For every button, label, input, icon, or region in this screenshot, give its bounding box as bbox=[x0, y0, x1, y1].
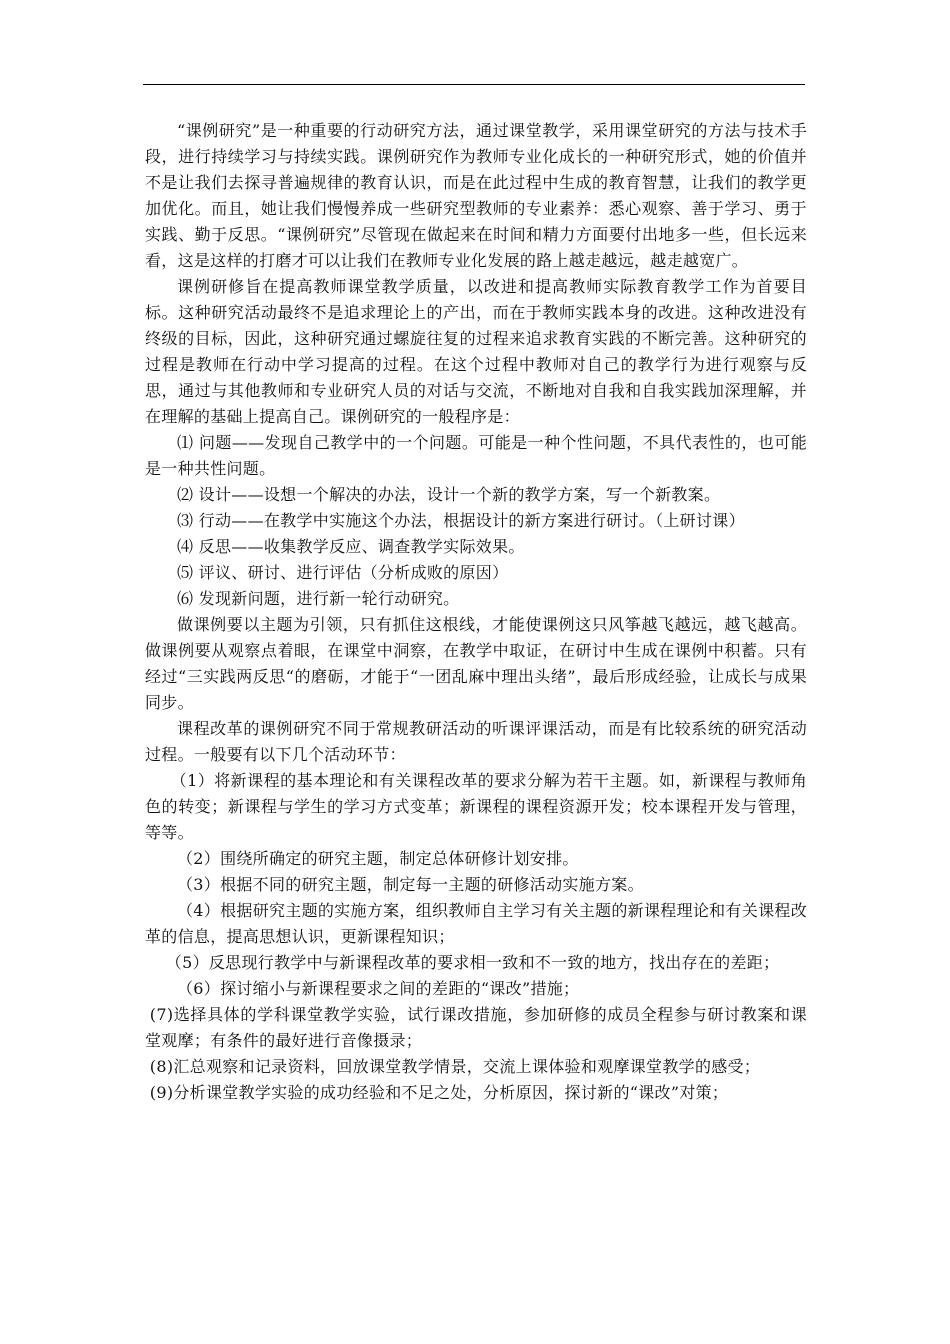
activity-step-8: (8)汇总观察和记录资料，回放课堂教学情景，交流上课体验和观摩课堂教学的感受； bbox=[149, 1057, 761, 1076]
activity-step-6: （6）探讨缩小与新课程要求之间的差距的“课改”措施； bbox=[177, 979, 580, 998]
paragraph-curriculum-reform: 课程改革的课例研究不同于常规教研活动的听课评课活动，而是有比较系统的研究活动过程。一般要有以下几个活动环节： bbox=[145, 719, 807, 764]
procedure-step-6: ⑹ 发现新问题，进行新一轮行动研究。 bbox=[177, 589, 460, 608]
header-rule bbox=[143, 84, 805, 85]
activity-step-2: （2）围绕所确定的研究主题，制定总体研修计划安排。 bbox=[177, 849, 579, 868]
procedure-step-5: ⑸ 评议、研讨、进行评估（分析成败的原因） bbox=[177, 563, 509, 582]
procedure-step-1: ⑴ 问题——发现自己教学中的一个问题。可能是一种个性问题，不具代表性的，也可能是一种共性问题。 bbox=[145, 433, 807, 478]
procedure-step-2: ⑵ 设计——设想一个解决的办法，设计一个新的教学方案，写一个新教案。 bbox=[177, 485, 721, 504]
activity-step-3: （3）根据不同的研究主题，制定每一主题的研修活动实施方案。 bbox=[177, 875, 644, 894]
paragraph-theme: 做课例要以主题为引领，只有抓住这根线，才能使课例这只风筝越飞越远，越飞越高。做课例要从观察点着眼，在课堂中洞察，在教学中取证，在研讨中生成在课例中积蓄。只有经过“三实践两反思“的磨砺，才能于“一团乱麻中理出头绪”，最后形成经验，让成长与成果同步。 bbox=[145, 615, 807, 712]
activity-step-5: （5）反思现行教学中与新课程改革的要求相一致和不一致的地方，找出存在的差距； bbox=[165, 953, 780, 972]
procedure-step-4: ⑷ 反思——收集教学反应、调查教学实际效果。 bbox=[177, 537, 525, 556]
document-body bbox=[145, 118, 807, 1106]
paragraph-purpose: 课例研修旨在提高教师课堂教学质量，以改进和提高教师实际教育教学工作为首要目标。这种研究活动最终不是追求理论上的产出，而在于教师实践本身的改进。这种改进没有终级的目标，因此，这种研究通过螺旋往复的过程来追求教育实践的不断完善。这种研究的过程是教师在行动中学习提高的过程。在这个过程中教师对自己的教学行为进行观察与反思，通过与其他教师和专业研究人员的对话与交流，不断地对自我和自我实践加深理解，并在理解的基础上提高自己。课例研究的一般程序是： bbox=[145, 277, 807, 426]
activity-step-4: （4）根据研究主题的实施方案，组织教师自主学习有关主题的新课程理论和有关课程改革的信息，提高思想认识，更新课程知识； bbox=[145, 901, 807, 946]
procedure-step-3: ⑶ 行动——在教学中实施这个办法，根据设计的新方案进行研讨。（上研讨课） bbox=[177, 511, 745, 530]
activity-step-9: (9)分析课堂教学实验的成功经验和不足之处，分析原因，探讨新的“课改”对策； bbox=[149, 1083, 729, 1102]
activity-step-1: （1）将新课程的基本理论和有关课程改革的要求分解为若干主题。如，新课程与教师角色的转变；新课程与学生的学习方式变革；新课程的课程资源开发；校本课程开发与管理，等等。 bbox=[145, 771, 807, 842]
activity-step-7: (7)选择具体的学科课堂教学实验，试行课改措施，参加研修的成员全程参与研讨教案和课堂观摩；有条件的最好进行音像摄录； bbox=[145, 1005, 807, 1050]
paragraph-intro: “课例研究”是一种重要的行动研究方法，通过课堂教学，采用课堂研究的方法与技术手段，进行持续学习与持续实践。课例研究作为教师专业化成长的一种研究形式，她的价值并不是让我们去探寻普遍规律的教育认识，而是在此过程中生成的教育智慧，让我们的教学更加优化。而且，她让我们慢慢养成一些研究型教师的专业素养：悉心观察、善于学习、勇于实践、勤于反思。“课例研究”尽管现在做起来在时间和精力方面要付出地多一些，但长远来看，这是这样的打磨才可以让我们在教师专业化发展的路上越走越远，越走越宽广。 bbox=[145, 121, 807, 270]
